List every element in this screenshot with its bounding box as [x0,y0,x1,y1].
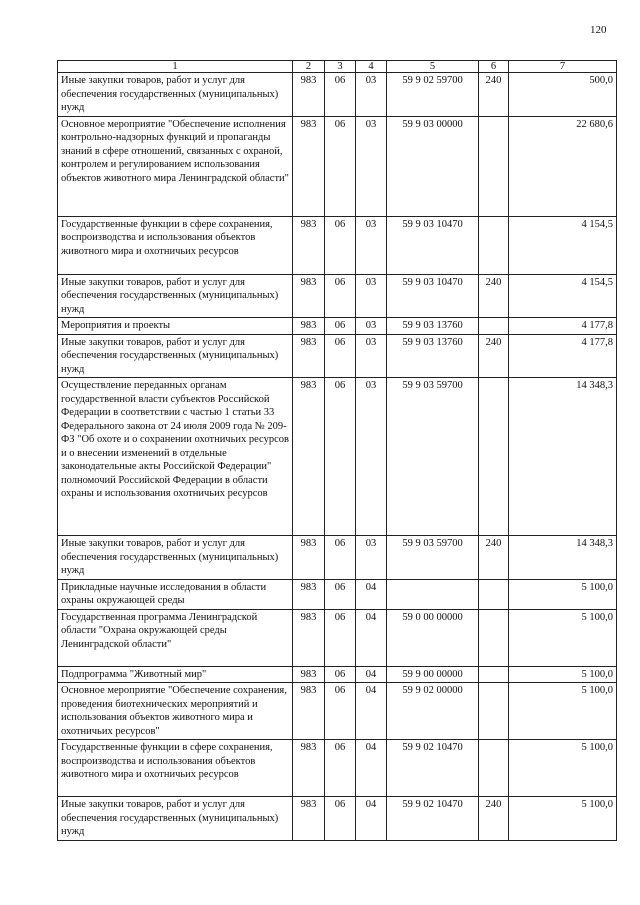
table-row [58,116,617,216]
table-row [58,318,617,335]
cell-target-article: 59 9 02 59700 [387,73,479,117]
cell-ministry: 983 [293,318,325,335]
cell-ministry: 983 [293,334,325,378]
column-header: 6 [479,61,509,73]
cell-target-article: 59 9 03 00000 [387,116,479,216]
table-row [58,609,617,666]
cell-section: 06 [325,318,356,335]
cell-amount: 500,0 [509,73,617,117]
cell-expense-type: 240 [479,536,509,580]
cell-section: 06 [325,378,356,536]
cell-expense-type [479,609,509,666]
cell-target-article: 59 9 02 10470 [387,740,479,797]
cell-amount: 5 100,0 [509,740,617,797]
row-name: Государственная программа Ленинградской области "Охрана окружающей среды Ленинградской области" [58,609,293,666]
cell-section: 06 [325,334,356,378]
cell-subsection: 04 [356,797,387,841]
cell-ministry: 983 [293,536,325,580]
cell-expense-type [479,666,509,683]
row-name: Иные закупки товаров, работ и услуг для обеспечения государственных (муниципальных) нужд [58,334,293,378]
cell-target-article: 59 9 03 59700 [387,536,479,580]
row-name: Основное мероприятие "Обеспечение сохранения, проведения биотехнических мероприятий и использования объектов животного мира и охотничьих ресурсов" [58,683,293,740]
cell-subsection: 03 [356,274,387,318]
cell-expense-type: 240 [479,274,509,318]
row-name: Прикладные научные исследования в области охраны окружающей среды [58,579,293,609]
column-header: 5 [387,61,479,73]
cell-ministry: 983 [293,73,325,117]
cell-expense-type: 240 [479,334,509,378]
cell-subsection: 04 [356,579,387,609]
table-row [58,536,617,580]
table-row [58,683,617,740]
cell-expense-type [479,378,509,536]
cell-amount: 5 100,0 [509,609,617,666]
column-header: 3 [325,61,356,73]
cell-expense-type [479,318,509,335]
cell-target-article: 59 9 03 10470 [387,274,479,318]
cell-ministry: 983 [293,683,325,740]
cell-expense-type [479,579,509,609]
cell-amount: 5 100,0 [509,797,617,841]
cell-amount: 22 680,6 [509,116,617,216]
cell-section: 06 [325,609,356,666]
row-name: Государственные функции в сфере сохранения, воспроизводства и использования объектов животного мира и охотничьих ресурсов [58,740,293,797]
row-name: Государственные функции в сфере сохранения, воспроизводства и использования объектов животного мира и охотничьих ресурсов [58,216,293,274]
cell-amount: 4 177,8 [509,318,617,335]
cell-ministry: 983 [293,116,325,216]
cell-target-article: 59 9 03 10470 [387,216,479,274]
cell-ministry: 983 [293,609,325,666]
cell-target-article: 59 9 03 13760 [387,318,479,335]
row-name: Иные закупки товаров, работ и услуг для обеспечения государственных (муниципальных) нужд [58,73,293,117]
cell-ministry: 983 [293,797,325,841]
table-row [58,797,617,841]
cell-target-article: 59 9 00 00000 [387,666,479,683]
row-name: Иные закупки товаров, работ и услуг для обеспечения государственных (муниципальных) нужд [58,536,293,580]
table-row [58,666,617,683]
page-number: 120 [590,24,607,36]
row-name: Осуществление переданных органам государственной власти субъектов Российской Федерации в соответствии с частью 1 статьи 33 Федерального закона от 24 июля 2009 года № 209-ФЗ "Об охоте и о сохранении охотничьих ресурсов и о внесении изменений в отдельные законодательные акты Российской Федерации" полномочий Российской Федерации в области охраны и использования охотничьих ресурсов [58,378,293,536]
cell-amount: 5 100,0 [509,666,617,683]
cell-amount: 4 154,5 [509,274,617,318]
cell-target-article: 59 9 02 10470 [387,797,479,841]
cell-subsection: 04 [356,609,387,666]
cell-subsection: 03 [356,216,387,274]
column-header: 7 [509,61,617,73]
row-name: Основное мероприятие "Обеспечение исполнения контрольно-надзорных функций и пропаганды знаний в сфере отношений, связанных с охраной, контролем и регулированием использования объектов животного мира Ленинградской области" [58,116,293,216]
cell-amount: 14 348,3 [509,378,617,536]
cell-expense-type [479,216,509,274]
cell-ministry: 983 [293,740,325,797]
cell-amount: 5 100,0 [509,683,617,740]
cell-target-article: 59 9 03 13760 [387,334,479,378]
table-row [58,740,617,797]
cell-expense-type [479,683,509,740]
cell-section: 06 [325,579,356,609]
cell-expense-type: 240 [479,73,509,117]
cell-subsection: 04 [356,683,387,740]
table-row [58,334,617,378]
cell-section: 06 [325,216,356,274]
cell-section: 06 [325,666,356,683]
cell-subsection: 03 [356,378,387,536]
cell-ministry: 983 [293,666,325,683]
cell-ministry: 983 [293,274,325,318]
cell-amount: 4 154,5 [509,216,617,274]
cell-subsection: 03 [356,318,387,335]
cell-subsection: 03 [356,73,387,117]
table-row [58,274,617,318]
cell-ministry: 983 [293,216,325,274]
cell-amount: 5 100,0 [509,579,617,609]
cell-target-article: 59 0 00 00000 [387,609,479,666]
budget-table [57,60,617,841]
cell-subsection: 04 [356,666,387,683]
column-header: 4 [356,61,387,73]
cell-subsection: 04 [356,740,387,797]
cell-section: 06 [325,683,356,740]
cell-subsection: 03 [356,116,387,216]
header-row [58,61,617,73]
cell-expense-type [479,740,509,797]
table-row [58,73,617,117]
cell-subsection: 03 [356,536,387,580]
table-row [58,579,617,609]
cell-amount: 4 177,8 [509,334,617,378]
cell-section: 06 [325,73,356,117]
cell-section: 06 [325,740,356,797]
cell-target-article [387,579,479,609]
cell-ministry: 983 [293,378,325,536]
table-row [58,216,617,274]
cell-target-article: 59 9 03 59700 [387,378,479,536]
cell-section: 06 [325,536,356,580]
cell-section: 06 [325,116,356,216]
cell-amount: 14 348,3 [509,536,617,580]
column-header: 1 [58,61,293,73]
cell-target-article: 59 9 02 00000 [387,683,479,740]
row-name: Иные закупки товаров, работ и услуг для обеспечения государственных (муниципальных) нужд [58,797,293,841]
cell-section: 06 [325,274,356,318]
cell-subsection: 03 [356,334,387,378]
cell-expense-type: 240 [479,797,509,841]
cell-expense-type [479,116,509,216]
row-name: Подпрограмма "Животный мир" [58,666,293,683]
row-name: Мероприятия и проекты [58,318,293,335]
cell-ministry: 983 [293,579,325,609]
column-header: 2 [293,61,325,73]
row-name: Иные закупки товаров, работ и услуг для обеспечения государственных (муниципальных) нужд [58,274,293,318]
table-row [58,378,617,536]
cell-section: 06 [325,797,356,841]
